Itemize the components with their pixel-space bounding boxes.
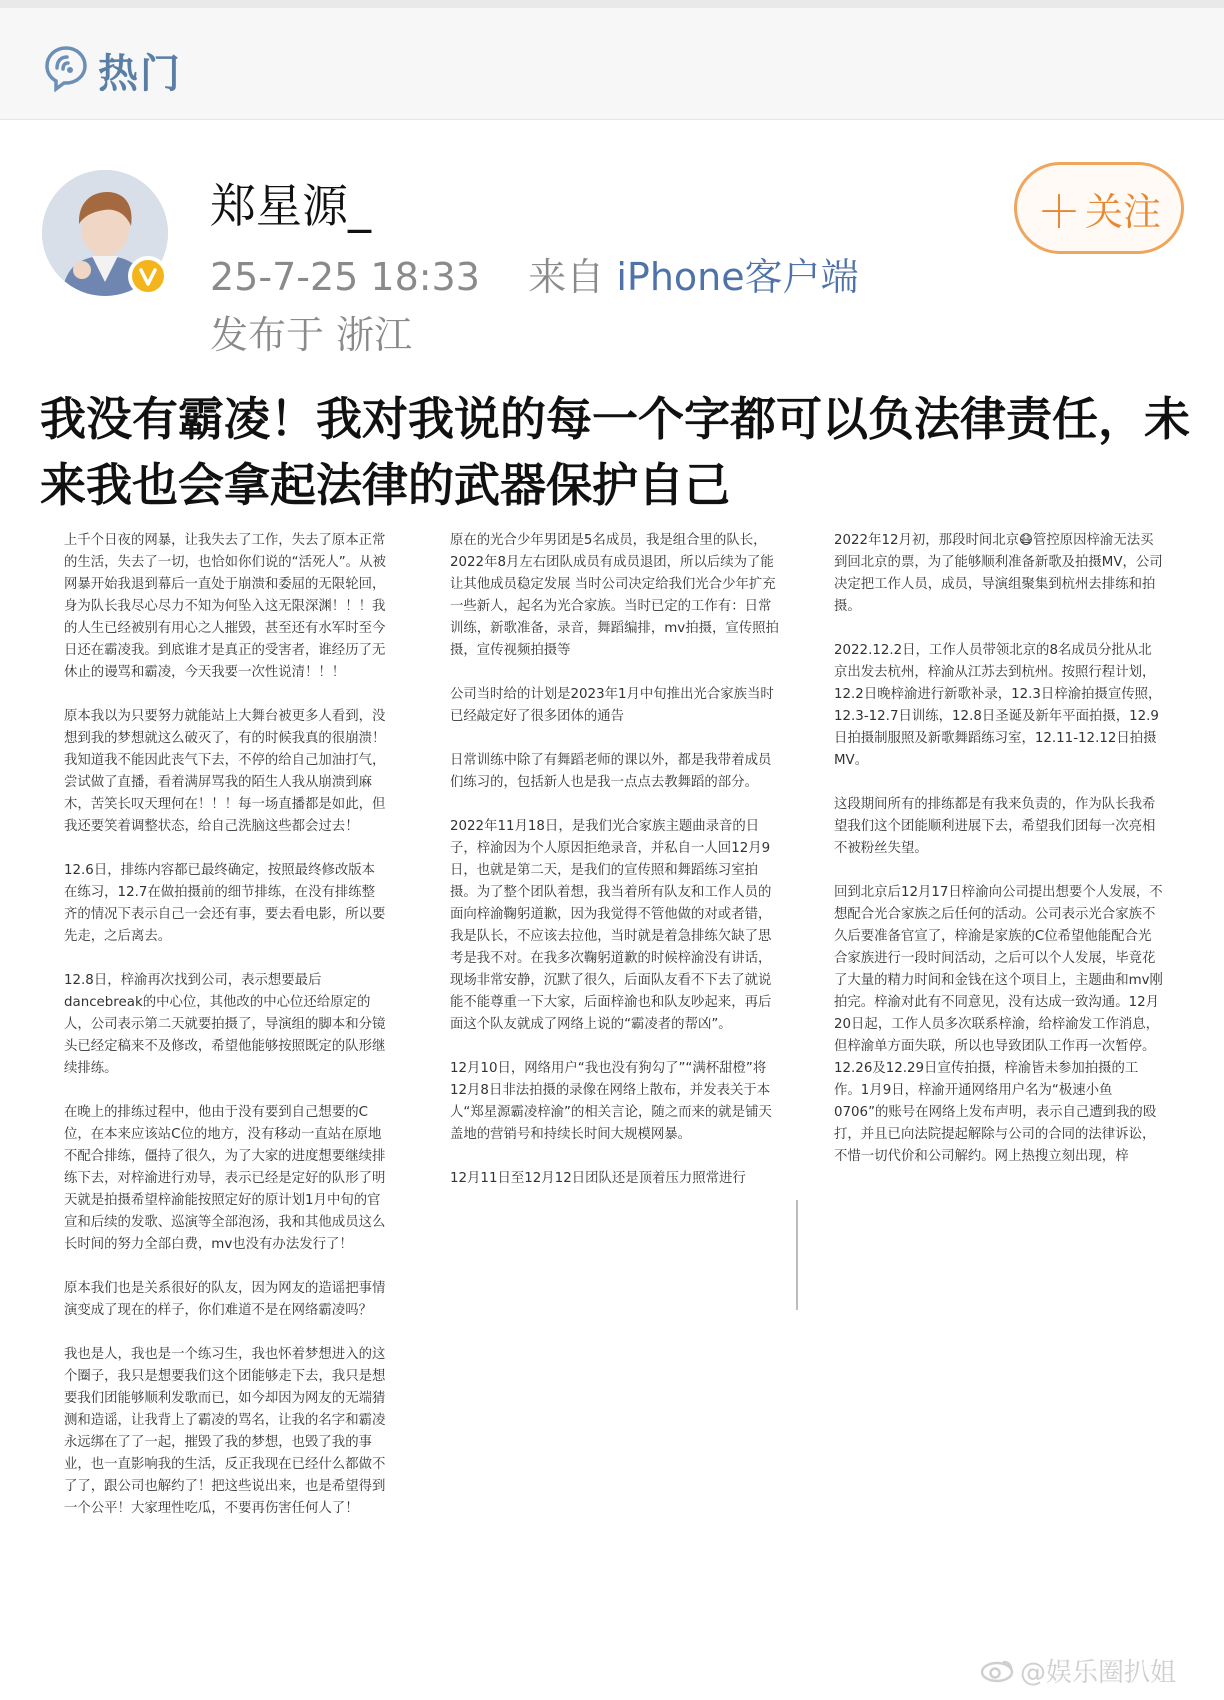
paragraph: 原本我们也是关系很好的队友，因为网友的造谣把事情演变成了现在的样子，你们难道不是在网络霸凌吗？ — [64, 1281, 386, 1318]
hot-speech-icon[interactable] — [42, 44, 90, 92]
weibo-eye-icon — [980, 1659, 1014, 1683]
statement-column-2 — [450, 530, 780, 1212]
username[interactable]: 郑星源_ — [210, 179, 371, 233]
paragraph: 2022.12.2日，工作人员带领北京的8名成员分批从北京出发去杭州，梓渝从江苏去到杭州。按照行程计划，12.2日晚梓渝进行新歌补录，12.3日梓渝拍摄宣传照，12.3-12.7日训练，12.8日圣诞及新年平面拍摄，12.9日拍摄制服照及新歌舞蹈练习室，12.11-12.12日拍摄MV。 — [834, 643, 1162, 768]
paragraph: 12.6日，排练内容都已最终确定，按照最终修改版本在练习，12.7在做拍摄前的细节排练，在没有排练整齐的情况下表示自己一会还有事，要去看电影，所以要先走，之后离去。 — [64, 863, 386, 944]
paragraph: 我也是人，我也是一个练习生，我也怀着梦想进入的这个圈子，我只是想要我们这个团能够走下去，我只是想要我们团能够顺利发歌而已，如今却因为网友的无端猜测和造谣，让我背上了霸凌的骂名，让我的名字和霸凌永远绑在了了一起，摧毁了我的梦想，也毁了我的事业，也一直影响我的生活，反正我现在已经什么都做不了了，跟公司也解约了！把这些说出来，也是希望得到一个公平！大家理性吃瓜，不要再伤害任何人了！ — [64, 1347, 386, 1516]
post-time: 25-7-25 18:33 — [210, 255, 480, 299]
source-prefix: 来自 — [528, 255, 605, 299]
column-divider — [796, 1200, 798, 1310]
paragraph: 公司当时给的计划是2023年1月中旬推出光合家族当时已经敲定好了很多团体的通告 — [450, 687, 774, 724]
paragraph: 原本我以为只要努力就能站上大舞台被更多人看到，没想到我的梦想就这么破灭了，有的时候我真的很崩溃！我知道我不能因此丧气下去，不停的给自己加油打气，尝试做了直播，看着满屏骂我的陌生人我从崩溃到麻木，苦笑长叹天理何在！！！每一场直播都是如此，但我还要笑着调整状态，给自己洗脑这些都会过去！ — [64, 709, 386, 834]
follow-button[interactable] — [1014, 162, 1184, 254]
paragraph: 12月10日，网络用户“我也没有狗勾了”“满杯甜橙”将12月8日非法拍摄的录像在网络上散布，并发表关于本人“郑星源霸凌梓渝”的相关言论，随之而来的就是铺天盖地的营销号和持续长时间大规模网暴。 — [450, 1061, 772, 1142]
watermark — [980, 1652, 1176, 1689]
paragraph: 12.8日，梓渝再次找到公司，表示想要最后dancebreak的中心位，其他改的中心位还给原定的人，公司表示第二天就要拍摄了，导演组的脚本和分镜头已经定稿来不及修改，希望他能够按照既定的队形继续排练。 — [64, 973, 386, 1076]
paragraph: 在晚上的排练过程中，他由于没有要到自己想要的C位，在本来应该站C位的地方，没有移动一直站在原地不配合排练，僵持了很久，为了大家的进度想要继续排练下去，对梓渝进行劝导，表示已经是定好的队形了明天就是拍摄希望梓渝能按照定好的原计划1月中旬的官宣和后续的发歌、巡演等全部泡汤，我和其他成员这么长时间的努力全部白费，mv也没有办法发行了！ — [64, 1105, 386, 1252]
statement-image — [40, 524, 1200, 1670]
top-strip — [0, 0, 1224, 8]
paragraph: 2022年11月18日，是我们光合家族主题曲录音的日子，梓渝因为个人原因拒绝录音，并私自一人回12月9日，也就是第二天，是我们的宣传照和舞蹈练习室拍摄。为了整个团队着想，我当着所有队友和工作人员的面向梓渝鞠躬道歉，因为我觉得不管他做的对或者错，我是队长，不应该去拉他，当时就是着急排练欠缺了思考是我不对。在我多次鞠躬道歉的时候梓渝没有讲话，现场非常安静，沉默了很久，后面队友看不下去了就说能不能尊重一下大家，后面梓渝也和队友吵起来，再后面这个队友就成了网络上说的“霸凌者的帮凶”。 — [450, 819, 772, 1032]
post-meta — [210, 246, 859, 301]
paragraph: 回到北京后12月17日梓渝向公司提出想要个人发展，不想配合光合家族之后任何的活动。公司表示光合家族不久后要准备官宣了，梓渝是家族的C位希望他能配合光合家族进行一段时间活动，之后可以个人发展，毕竟花了大量的精力时间和金钱在这个项目上，主题曲和mv刚拍完。梓渝对此有不同意见，没有达成一致沟通。12月20日起，工作人员多次联系梓渝，给梓渝发工作消息，但梓渝单方面失联，所以也导致团队工作再一次暂停。12.26及12.29日宣传拍摄，梓渝皆未参加拍摄的工作。1月9日，梓渝开通网络用户名为“极速小鱼0706”的账号在网络上发布声明，表示自己遭到我的殴打，并且已向法院提起解除与公司的合同的法律诉讼，不惜一切代价和公司解约。网上热搜立刻出现，梓 — [834, 885, 1163, 1164]
statement-column-1 — [64, 530, 386, 1542]
verified-badge-icon — [128, 256, 168, 296]
follow-label: 关注 — [1084, 189, 1161, 234]
post-location: 发布于 浙江 — [210, 313, 413, 357]
paragraph: 12月11日至12月12日团队还是顶着压力照常进行 — [450, 1171, 746, 1186]
header-title: 热门 — [98, 51, 182, 97]
plus-icon: ＋ — [1036, 187, 1081, 238]
paragraph: 日常训练中除了有舞蹈老师的课以外，都是我带着成员们练习的，包括新人也是我一点点去教舞蹈的部分。 — [450, 753, 772, 790]
post-headline: 我没有霸凌！我对我说的每一个字都可以负法律责任，未来我也会拿起法律的武器保护自己 — [40, 392, 1190, 512]
watermark-text: @娱乐圈扒姐 — [1020, 1658, 1177, 1688]
statement-column-3 — [834, 530, 1164, 1190]
paragraph: 上千个日夜的网暴，让我失去了工作，失去了原本正常的生活，失去了一切，也恰如你们说的“活死人”。从被网暴开始我退到幕后一直处于崩溃和委屈的无限轮回，身为队长我尽心尽力不知为何坠入这无限深渊！！！我的人生已经被别有用心之人摧毁，甚至还有水军时至今日还在霸凌我。到底谁才是真正的受害者，谁经历了无休止的谩骂和霸凌，今天我要一次性说清！！！ — [64, 533, 386, 680]
paragraph: 这段期间所有的排练都是有我来负责的，作为队长我希望我们这个团能顺利进展下去，希望我们团每一次亮相不被粉丝失望。 — [834, 797, 1156, 856]
paragraph: 2022年12月初，那段时间北京😷管控原因梓渝无法买到回北京的票，为了能够顺利准备新歌及拍摄MV，公司决定把工作人员，成员，导演组聚集到杭州去排练和拍摄。 — [834, 533, 1163, 614]
source-client[interactable]: iPhone客户端 — [616, 255, 859, 299]
page-header — [0, 8, 1224, 120]
paragraph: 原在的光合少年男团是5名成员，我是组合里的队长，2022年8月左右团队成员有成员退团，所以后续为了能让其他成员稳定发展 当时公司决定给我们光合少年扩充一些新人，起名为光合家族。当时已定的工作有：日常训练，新歌准备，录音，舞蹈编排，mv拍摄，宣传照拍摄，宣传视频拍摄等 — [450, 533, 779, 658]
